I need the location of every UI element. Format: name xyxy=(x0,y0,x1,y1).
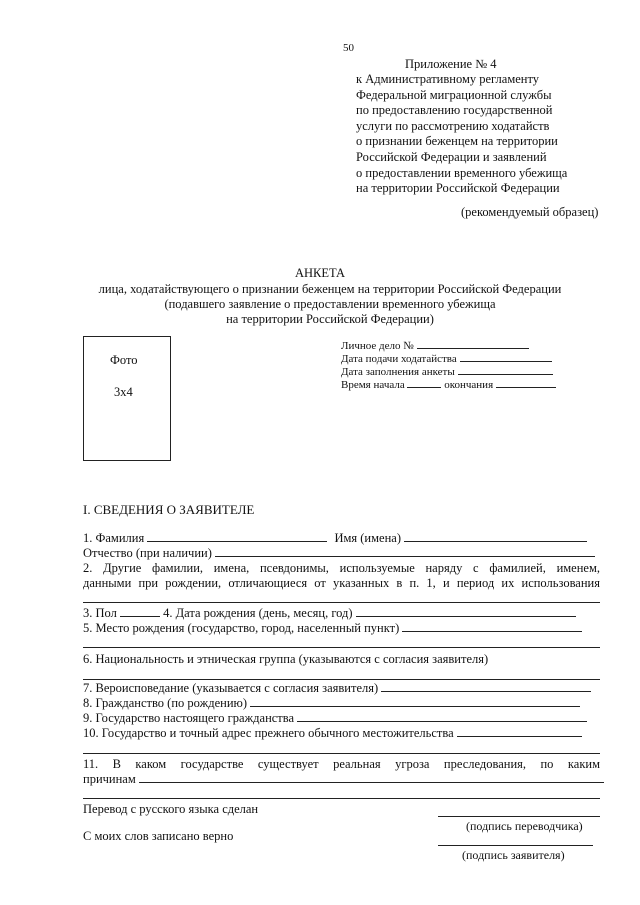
appendix-description xyxy=(356,72,567,197)
q2-answer-line[interactable] xyxy=(83,602,600,603)
nationality-label: 6. Национальность и этническая группа (указываются с согласия заявителя) xyxy=(83,652,489,666)
form-date-input[interactable] xyxy=(458,374,553,375)
form-subtitle-line3: на территории Российской Федерации) xyxy=(226,312,434,326)
time-end-input[interactable] xyxy=(496,387,556,388)
q11-row2 xyxy=(83,772,604,787)
patronymic-row xyxy=(83,546,595,561)
q7-row xyxy=(83,681,591,696)
appendix-line: Российской Федерации и заявлений xyxy=(356,149,547,164)
time-start-input[interactable] xyxy=(407,387,441,388)
current-citizenship-input[interactable] xyxy=(297,721,587,722)
patronymic-label: Отчество (при наличии) xyxy=(83,546,212,560)
time-field xyxy=(341,379,556,391)
form-subtitle-line2: (подавшего заявление о предоставлении временного убежища xyxy=(164,297,496,311)
previous-residence-line[interactable] xyxy=(83,753,600,754)
time-start-label: Время начала xyxy=(341,379,405,391)
q2-line2: данными при рождении, отличающиеся от указанных в п. 1, и период их использования xyxy=(83,576,600,590)
appendix-line: о предоставлении временного убежища xyxy=(356,165,568,180)
translator-signature-line[interactable] xyxy=(438,816,600,817)
q2-line1: 2. Другие фамилии, имена, псевдонимы, используемые наряду с фамилией, именем, xyxy=(83,561,600,575)
personal-file-input[interactable] xyxy=(417,348,529,349)
given-name-input[interactable] xyxy=(404,541,587,542)
appendix-line: услуги по рассмотрению ходатайств xyxy=(356,118,550,133)
birth-place-line[interactable] xyxy=(83,647,600,648)
form-date-label: Дата заполнения анкеты xyxy=(341,366,455,378)
surname-input[interactable] xyxy=(147,541,327,542)
filing-date-label: Дата подачи ходатайства xyxy=(341,353,457,365)
sex-input[interactable] xyxy=(120,616,160,617)
photo-size: 3x4 xyxy=(114,385,133,399)
sex-label: 3. Пол xyxy=(83,606,117,620)
appendix-line: по предоставлению государственной xyxy=(356,103,553,118)
appendix-line: о признании беженцем на территории xyxy=(356,134,558,149)
birth-citizenship-label: 8. Гражданство (по рождению) xyxy=(83,696,248,710)
birth-date-input[interactable] xyxy=(356,616,576,617)
appendix-line: на территории Российской Федерации xyxy=(356,181,560,196)
q5-row xyxy=(83,621,582,636)
birth-place-label: 5. Место рождения (государство, город, населенный пункт) xyxy=(83,621,400,635)
time-end-label: окончания xyxy=(444,379,494,391)
nationality-line[interactable] xyxy=(83,679,600,680)
section-heading: I. СВЕДЕНИЯ О ЗАЯВИТЕЛЕ xyxy=(83,502,255,517)
religion-label: 7. Вероисповедание (указывается с согласия заявителя) xyxy=(83,681,379,695)
patronymic-input[interactable] xyxy=(215,556,595,557)
photo-box xyxy=(83,336,171,461)
q11-line1: 11. В каком государстве существует реальная угроза преследования, по каким xyxy=(83,757,600,771)
q3-q4-row xyxy=(83,606,576,621)
personal-file-field xyxy=(341,340,529,352)
appendix-line: Федеральной миграционной службы xyxy=(356,87,552,102)
form-subtitle-line1: лица, ходатайствующего о признании беженцем на территории Российской Федерации xyxy=(98,282,562,296)
persecution-input[interactable] xyxy=(139,782,604,783)
sample-note: (рекомендуемый образец) xyxy=(461,205,599,219)
applicant-signature-caption: (подпись заявителя) xyxy=(462,848,565,862)
applicant-signature-line[interactable] xyxy=(438,845,593,846)
q10-row xyxy=(83,726,582,741)
form-date-field xyxy=(341,366,553,378)
photo-label: Фото xyxy=(110,353,138,367)
q9-row xyxy=(83,711,587,726)
translator-signature-caption: (подпись переводчика) xyxy=(466,819,583,833)
birth-place-input[interactable] xyxy=(402,631,582,632)
filing-date-field xyxy=(341,353,552,365)
previous-residence-label: 10. Государство и точный адрес прежнего обычного местожительства xyxy=(83,726,454,740)
form-title: АНКЕТА xyxy=(294,266,346,280)
q11-line2: причинам xyxy=(83,772,136,786)
page-number: 50 xyxy=(343,42,354,54)
persecution-line[interactable] xyxy=(83,798,600,799)
personal-file-label: Личное дело № xyxy=(341,340,414,352)
q8-row xyxy=(83,696,580,711)
filing-date-input[interactable] xyxy=(460,361,552,362)
q1-row xyxy=(83,531,587,546)
appendix-title: Приложение № 4 xyxy=(405,57,497,71)
birth-date-label: 4. Дата рождения (день, месяц, год) xyxy=(163,606,353,620)
birth-citizenship-input[interactable] xyxy=(250,706,580,707)
appendix-line: к Административному регламенту xyxy=(356,72,540,86)
religion-input[interactable] xyxy=(381,691,591,692)
previous-residence-input[interactable] xyxy=(457,736,582,737)
given-name-label: Имя (имена) xyxy=(334,531,401,545)
verified-label: С моих слов записано верно xyxy=(83,829,234,843)
translation-label: Перевод с русского языка сделан xyxy=(83,802,259,816)
current-citizenship-label: 9. Государство настоящего гражданства xyxy=(83,711,295,725)
surname-label: 1. Фамилия xyxy=(83,531,145,545)
